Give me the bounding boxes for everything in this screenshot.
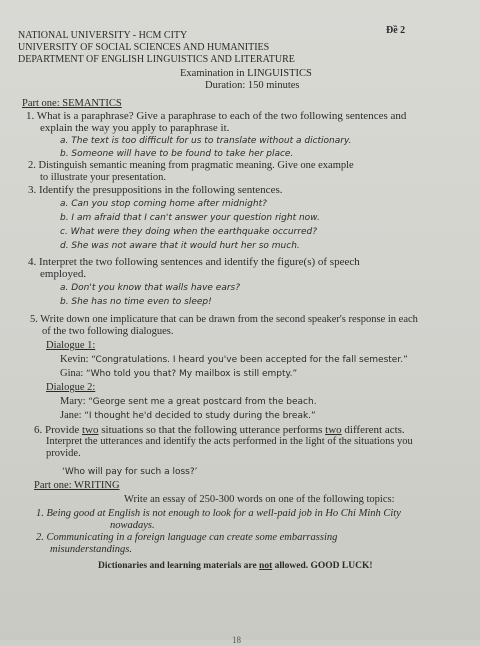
q4-sentence-b: b. She has no time even to sleep! bbox=[60, 297, 212, 307]
dialogue-2-jane bbox=[60, 410, 316, 422]
exam-duration: Duration: 150 minutes bbox=[205, 80, 300, 91]
q4-line1: 4. Interpret the two following sentences and identify the figure(s) of speech bbox=[28, 256, 360, 268]
q6-line3: provide. bbox=[46, 448, 81, 459]
dialogue-2-label-text: Dialogue 2: bbox=[46, 382, 96, 393]
q6-line1 bbox=[34, 424, 405, 436]
department-name: DEPARTMENT OF ENGLISH LINGUISTICS AND LITERATURE bbox=[18, 54, 295, 65]
q5-line1: 5. Write down one implicature that can be drawn from the second speaker's response in each bbox=[30, 314, 418, 325]
q1-line2: explain the way you apply to paraphrase it. bbox=[40, 122, 230, 134]
q6-two-2: two bbox=[325, 424, 342, 436]
q2-line1: 2. Distinguish semantic meaning from pragmatic meaning. Give one example bbox=[28, 160, 354, 171]
q2-line2: to illustrate your presentation. bbox=[40, 172, 166, 183]
dialogue-1-label bbox=[46, 340, 95, 352]
dialogue-1-kevin bbox=[60, 354, 408, 366]
mary-utterance: “George sent me a great postcard from the beach. bbox=[88, 397, 317, 407]
exam-title: Examination in LINGUISTICS bbox=[180, 68, 312, 79]
speaker-kevin: Kevin: bbox=[60, 354, 89, 365]
q5-line2: of the two following dialogues. bbox=[42, 326, 174, 337]
topic-1-line1: 1. Being good at English is not enough to look for a well-paid job in Ho Chi Minh City bbox=[36, 508, 401, 519]
topic-2-line2: misunderstandings. bbox=[50, 544, 132, 555]
dialogue-1-gina bbox=[60, 368, 297, 380]
q4-line2: employed. bbox=[40, 268, 87, 280]
footer-note bbox=[98, 560, 373, 572]
kevin-utterance: “Congratulations. I heard you've been accepted for the fall semester.” bbox=[91, 355, 408, 365]
q3-sentence-a: a. Can you stop coming home after midnight? bbox=[60, 199, 267, 209]
dialogue-2-mary bbox=[60, 396, 317, 408]
q1-sentence-a: a. The text is too difficult for us to translate without a dictionary. bbox=[60, 136, 352, 146]
dialogue-2-label bbox=[46, 382, 95, 394]
q1-sentence-b: b. Someone will have to be found to take her place. bbox=[60, 149, 294, 159]
part-one-title-text: Part one: SEMANTICS bbox=[22, 98, 122, 109]
q3-line1: 3. Identify the presuppositions in the following sentences. bbox=[28, 184, 283, 196]
footer-note-not: not bbox=[259, 561, 273, 571]
q1-line1: 1. What is a paraphrase? Give a paraphrase to each of the two following sentences and bbox=[26, 110, 407, 122]
q6-two-1: two bbox=[81, 424, 99, 436]
part-two-title bbox=[34, 480, 120, 492]
footer-note-text-2: allowed. GOOD LUCK! bbox=[272, 561, 373, 571]
q3-sentence-b: b. I am afraid that I can't answer your question right now. bbox=[60, 213, 320, 223]
jane-utterance: “I thought he'd decided to study during the break.” bbox=[84, 411, 316, 421]
exam-code: Đề 2 bbox=[386, 25, 406, 36]
topic-1-line2: nowadays. bbox=[110, 520, 155, 531]
q6-line2: Interpret the utterances and identify the acts performed in the light of the situations you bbox=[46, 436, 413, 447]
q3-sentence-d: d. She was not aware that it would hurt her so much. bbox=[60, 241, 300, 251]
part-two-title-text: Part one: WRITING bbox=[34, 480, 120, 491]
q4-sentence-a: a. Don't you know that walls have ears? bbox=[60, 283, 241, 293]
writing-instruction: Write an essay of 250-300 words on one of the following topics: bbox=[124, 494, 395, 505]
part-one-title bbox=[22, 98, 122, 110]
speaker-gina: Gina: bbox=[60, 368, 84, 379]
page-number: 18 bbox=[232, 635, 241, 645]
q3-sentence-c: c. What were they doing when the earthquake occurred? bbox=[60, 227, 317, 237]
speaker-jane: Jane: bbox=[60, 410, 82, 421]
school-name: UNIVERSITY OF SOCIAL SCIENCES AND HUMANITIES bbox=[18, 42, 270, 53]
q6-text-2: situations so that the following utterance performs bbox=[98, 424, 326, 436]
dialogue-1-label-text: Dialogue 1: bbox=[46, 340, 96, 351]
q6-utterance: ‘Who will pay for such a loss?’ bbox=[62, 467, 198, 477]
speaker-mary: Mary: bbox=[60, 396, 86, 407]
gina-utterance: “Who told you that? My mailbox is still empty.” bbox=[85, 369, 298, 379]
university-name: NATIONAL UNIVERSITY - HCM CITY bbox=[18, 30, 188, 41]
footer-note-text-1: Dictionaries and learning materials are bbox=[98, 561, 260, 571]
q6-text-3: different acts. bbox=[341, 424, 405, 436]
topic-2-line1: 2. Communicating in a foreign language can create some embarrassing bbox=[36, 532, 338, 543]
q6-text-1: 6. Provide bbox=[34, 424, 82, 436]
